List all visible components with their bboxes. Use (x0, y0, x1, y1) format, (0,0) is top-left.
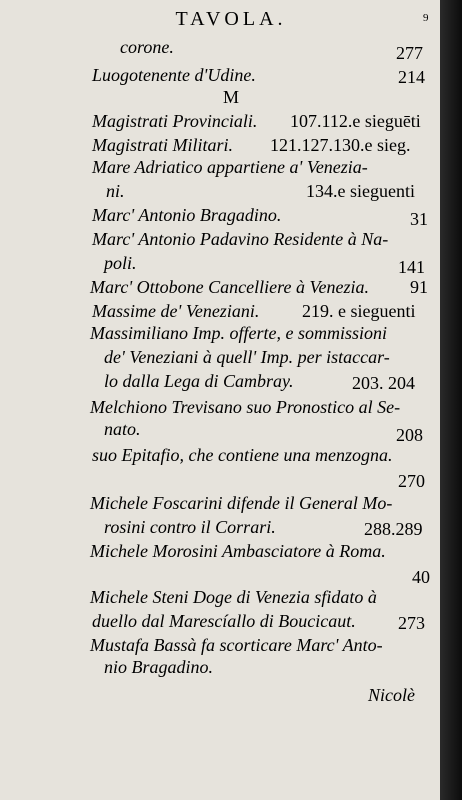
entry-page-number: 288.289 (364, 519, 423, 539)
entry-line: Michele Foscarini difende il General Mo- (90, 493, 393, 513)
entry-page-number: 219. e sieguenti (302, 301, 416, 321)
running-header: TAVOLA. (175, 8, 287, 30)
entry-page-number: 134.e sieguenti (306, 181, 415, 201)
entry-line: Magistrati Provinciali. (92, 111, 258, 131)
entry-line: Massimiliano Imp. offerte, e sommissioni (90, 323, 387, 343)
entry-line: Magistrati Militari. (92, 135, 234, 155)
entry-line: Massime de' Veneziani. (92, 301, 260, 321)
entry-line: corone. (120, 37, 174, 57)
entry-line: Marc' Antonio Padavino Residente à Na- (92, 229, 389, 249)
entry-line: ni. (106, 181, 125, 201)
entry-page-number: 277 (396, 43, 423, 63)
entry-page-number: 40 (412, 567, 430, 587)
entry-line: nio Bragadino. (104, 657, 214, 677)
entry-line: lo dalla Lega di Cambray. (104, 371, 294, 391)
entry-line: Marc' Ottobone Cancelliere à Venezia. (90, 277, 369, 297)
entry-page-number: 141 (398, 257, 425, 277)
section-letter: M (222, 87, 239, 107)
entry-line: Luogotenente d'Udine. (92, 65, 256, 85)
entry-page-number: 107.112.e sieguēti (290, 111, 421, 131)
signature-mark: 9 (423, 12, 429, 24)
entry-line: Melchiono Trevisano suo Pronostico al Se- (90, 397, 401, 417)
entry-line: Mare Adriatico appartiene a' Venezia- (92, 157, 368, 177)
entry-page-number: 270 (398, 471, 425, 491)
entry-line: Mustafa Bassà fa scorticare Marc' Anto- (90, 635, 383, 655)
catchword: Nicolè (368, 685, 415, 705)
entry-page-number: 91 (410, 277, 428, 297)
entry-page-number: 121.127.130.e sieg. (270, 135, 411, 155)
entry-line: suo Epitafio, che contiene una menzogna. (92, 445, 393, 465)
entry-page-number: 214 (398, 67, 425, 87)
entry-line: Michele Steni Doge di Venezia sfidato à (90, 587, 377, 607)
entry-page-number: 31 (410, 209, 428, 229)
entry-page-number: 208 (396, 425, 423, 445)
entry-page-number: 203. 204 (352, 373, 415, 393)
entry-line: Michele Morosini Ambasciatore à Roma. (90, 541, 386, 561)
entry-line: nato. (104, 419, 141, 439)
page-edge-shadow (440, 0, 462, 800)
entry-line: poli. (104, 253, 137, 273)
entry-page-number: 273 (398, 613, 425, 633)
entry-line: rosini contro il Corrari. (104, 517, 276, 537)
entry-line: duello dal Marescíallo di Boucicaut. (92, 611, 356, 631)
entry-line: Marc' Antonio Bragadino. (92, 205, 282, 225)
entry-line: de' Veneziani à quell' Imp. per istaccar- (104, 347, 390, 367)
